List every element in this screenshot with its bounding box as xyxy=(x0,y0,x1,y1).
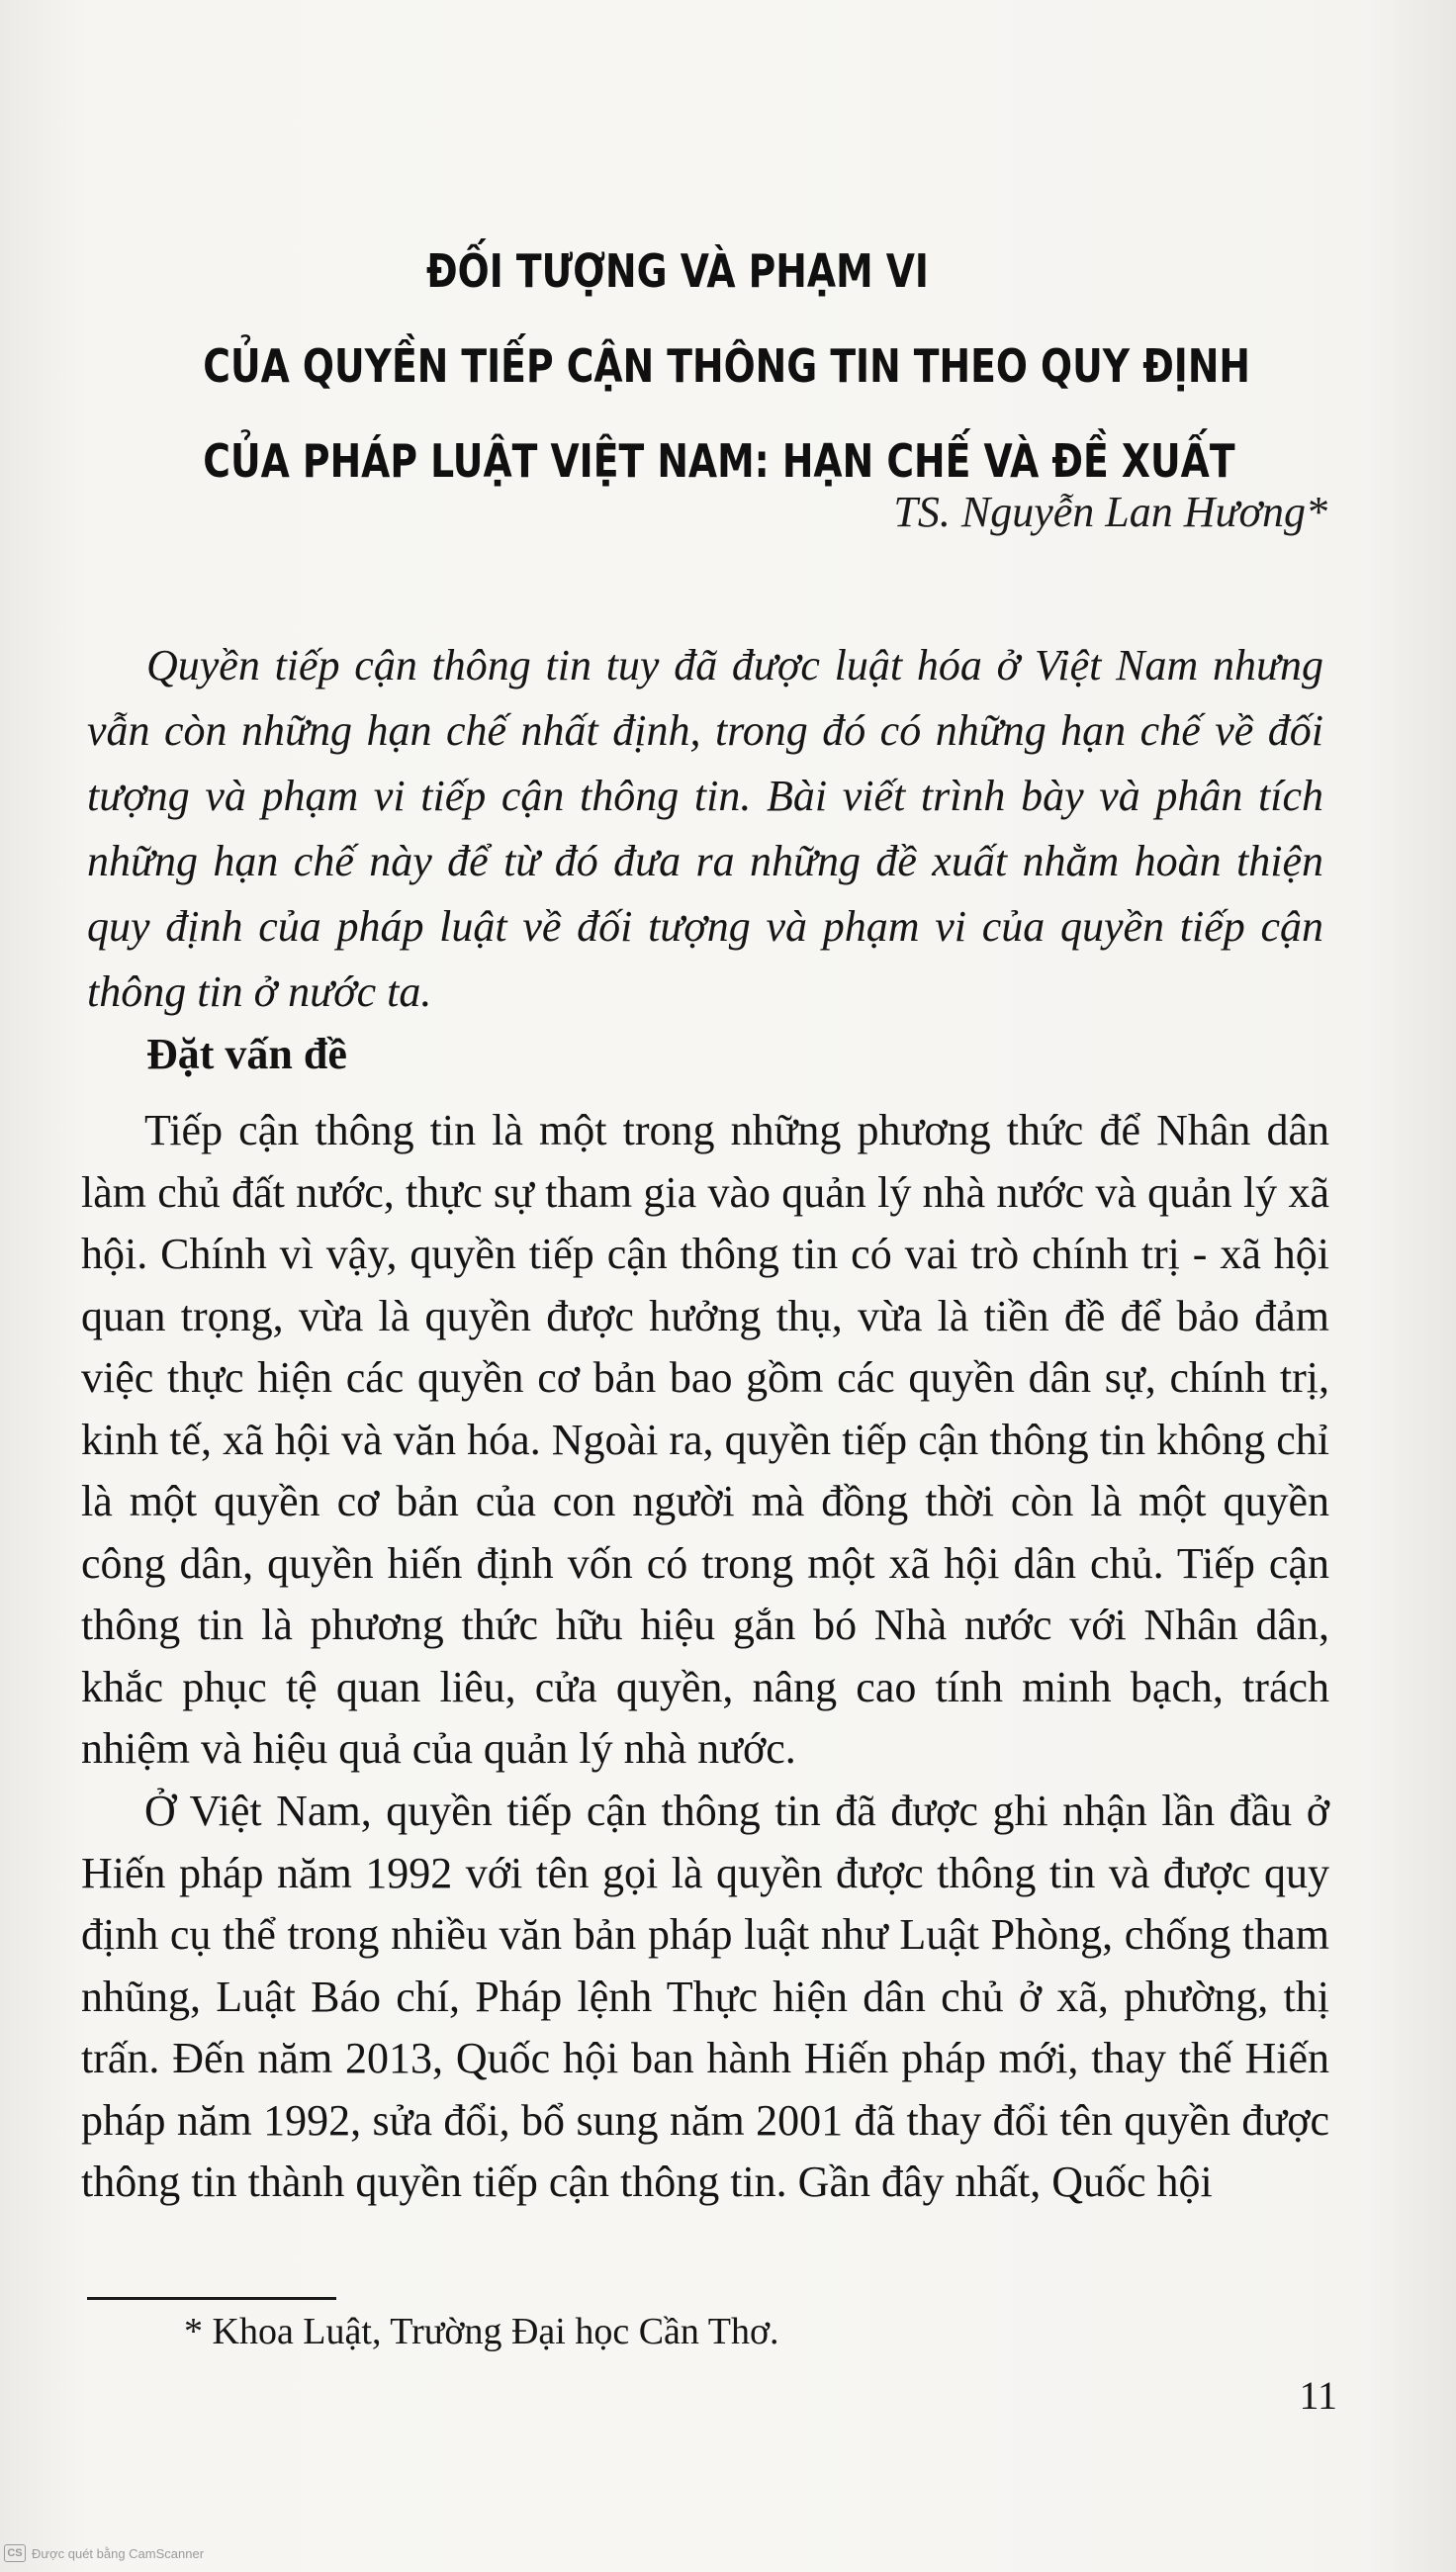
body-paragraph-1: Tiếp cận thông tin là một trong những phương thức để Nhân dân làm chủ đất nước, thực sự tham gia vào quản lý nhà nước và quản lý xã hội. Chính vì vậy, quyền tiếp cận thông tin có vai trò chính trị - xã hội quan trọng, vừa là quyền được hưởng thụ, vừa là tiền đề để bảo đảm việc thực hiện các quyền cơ bản bao gồm các quyền dân sự, chính trị, kinh tế, xã hội và văn hóa. Ngoài ra, quyền tiếp cận thông tin không chỉ là một quyền cơ bản của con người mà đồng thời còn là một quyền công dân, quyền hiến định vốn có trong một xã hội dân chủ. Tiếp cận thông tin là phương thức hữu hiệu gắn bó Nhà nước với Nhân dân, khắc phục tệ quan liêu, cửa quyền, nâng cao tính minh bạch, trách nhiệm và hiệu quả của quản lý nhà nước. xyxy=(81,1106,1329,1773)
footnote-divider xyxy=(87,2297,336,2300)
scanner-watermark-text: Được quét bằng CamScanner xyxy=(32,2545,205,2561)
article-title xyxy=(203,224,1250,508)
title-line-3: CỦA PHÁP LUẬT VIỆT NAM: HẠN CHẾ VÀ ĐỀ XUẤT xyxy=(203,433,1235,488)
abstract-paragraph: Quyền tiếp cận thông tin tuy đã được luật hóa ở Việt Nam nhưng vẫn còn những hạn chế nhất định, trong đó có những hạn chế về đối tượng và phạm vi tiếp cận thông tin. Bài viết trình bày và phân tích những hạn chế này để từ đó đưa ra những đề xuất nhằm hoàn thiện quy định của pháp luật về đối tượng và phạm vi của quyền tiếp cận thông tin ở nước ta. xyxy=(87,641,1323,1016)
page-number: 11 xyxy=(1299,2373,1337,2418)
section-heading: Đặt vấn đề xyxy=(146,1030,347,1078)
scanner-watermark xyxy=(4,2544,204,2562)
body-paragraph-2: Ở Việt Nam, quyền tiếp cận thông tin đã được ghi nhận lần đầu ở Hiến pháp năm 1992 với tên gọi là quyền được thông tin và được quy định cụ thể trong nhiều văn bản pháp luật như Luật Phòng, chống tham nhũng, Luật Báo chí, Pháp lệnh Thực hiện dân chủ ở xã, phường, thị trấn. Đến năm 2013, Quốc hội ban hành Hiến pháp mới, thay thế Hiến pháp năm 1992, sửa đổi, bổ sung năm 2001 đã thay đổi tên quyền được thông tin thành quyền tiếp cận thông tin. Gần đây nhất, Quốc hội xyxy=(81,1787,1329,2206)
author-byline: TS. Nguyễn Lan Hương* xyxy=(893,488,1327,536)
footnote: * Khoa Luật, Trường Đại học Cần Thơ. xyxy=(184,2311,779,2352)
title-line-1: ĐỐI TƯỢNG VÀ PHẠM VI xyxy=(426,243,929,298)
title-line-2: CỦA QUYỀN TIẾP CẬN THÔNG TIN THEO QUY ĐỊNH xyxy=(203,338,1250,393)
camscanner-logo-icon: CS xyxy=(4,2544,26,2562)
